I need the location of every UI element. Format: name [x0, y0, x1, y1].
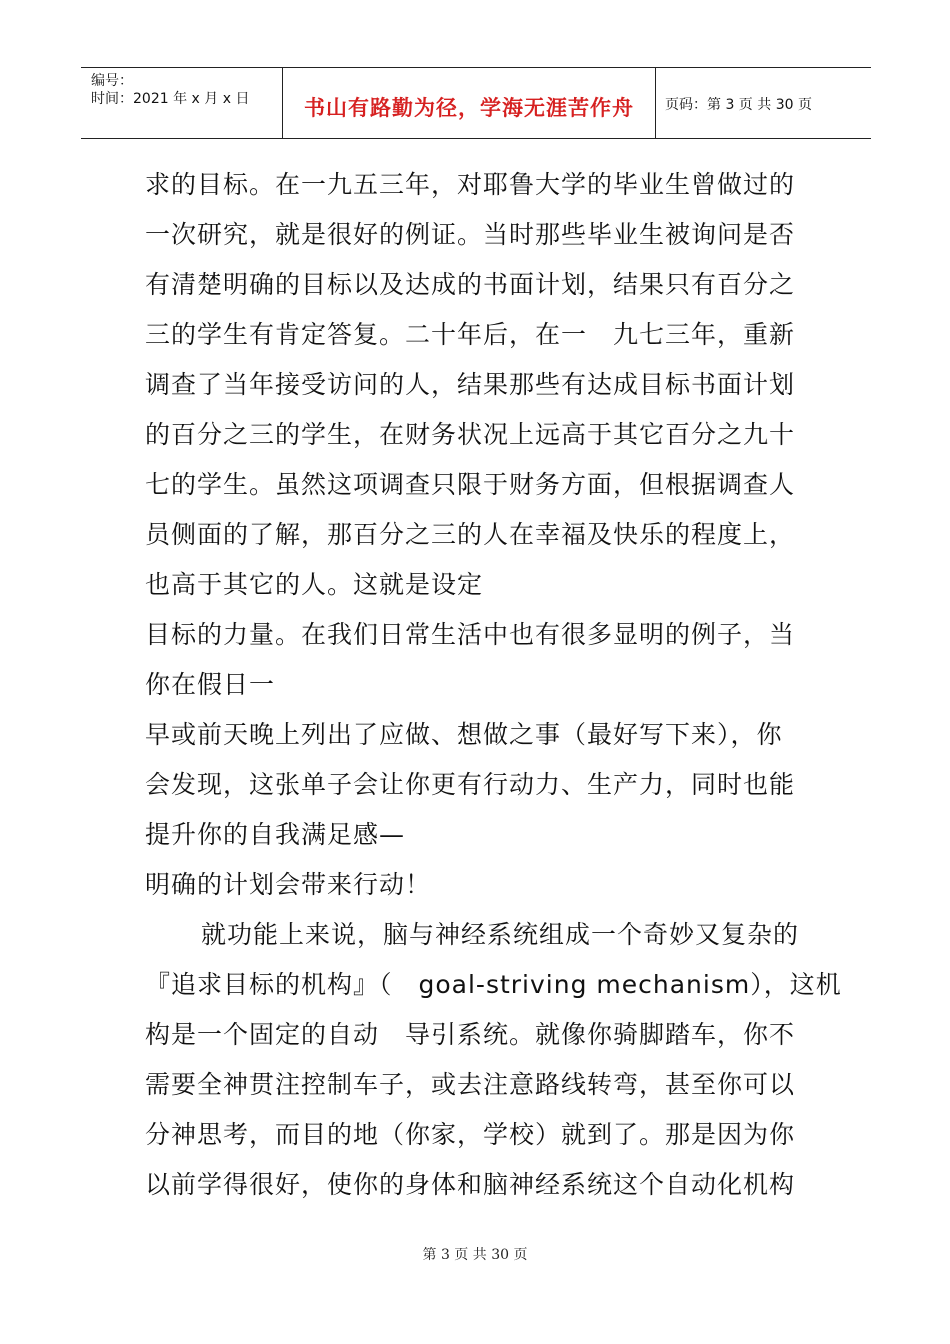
header-motto-cell	[283, 68, 656, 138]
text-line: 也高于其它的人。这就是设定	[145, 570, 484, 599]
time-label: 时间：2021 年 x 月 x 日	[91, 91, 250, 107]
text-line: 一次研究，就是很好的例证。当时那些毕业生被询问是否	[145, 220, 796, 249]
document-header	[81, 67, 871, 139]
text-line: 会发现，这张单子会让你更有行动力、生产力，同时也能	[145, 770, 796, 799]
header-meta-cell	[81, 68, 283, 138]
text-line: 的百分之三的学生，在财务状况上远高于其它百分之九十	[145, 420, 796, 449]
text-line: 目标的力量。在我们日常生活中也有很多显明的例子，当	[145, 620, 796, 649]
paragraph-start-line: 就功能上来说，脑与神经系统组成一个奇妙又复杂的	[201, 920, 800, 949]
text-line: 明确的计划会带来行动！	[145, 870, 432, 899]
text-line: 调查了当年接受访问的人，结果那些有达成目标书面计划	[145, 370, 796, 399]
text-line: 构是一个固定的自动 导引系统。就像你骑脚踏车，你不	[145, 1020, 796, 1049]
text-line: 求的目标。在一九五三年，对耶鲁大学的毕业生曾做过的	[145, 170, 796, 199]
number-label: 编号：	[91, 73, 133, 89]
text-line: 分神思考，而目的地（你家，学校）就到了。那是因为你	[145, 1120, 796, 1149]
page-info: 页码：第 3 页 共 30 页	[665, 97, 812, 113]
text-line: 有清楚明确的目标以及达成的书面计划，结果只有百分之	[145, 270, 796, 299]
text-line: 早或前天晚上列出了应做、想做之事（最好写下来），你	[145, 720, 783, 749]
text-line: 『追求目标的机构』（ goal-striving mechanism），这机	[145, 970, 842, 999]
text-line: 员侧面的了解，那百分之三的人在幸福及快乐的程度上，	[145, 520, 796, 549]
page-footer	[0, 1244, 950, 1264]
motto-text: 书山有路勤为径，学海无涯苦作舟	[304, 96, 634, 120]
text-line: 三的学生有肯定答复。二十年后，在一 九七三年，重新	[145, 320, 796, 349]
body-text	[145, 160, 842, 1210]
text-line: 提升你的自我满足感—	[145, 820, 406, 849]
text-line: 你在假日一	[145, 670, 276, 699]
header-page-cell	[656, 68, 871, 138]
footer-page-number: 第 3 页 共 30 页	[422, 1247, 528, 1263]
text-line: 七的学生。虽然这项调查只限于财务方面，但根据调查人	[145, 470, 796, 499]
text-line: 需要全神贯注控制车子，或去注意路线转弯，甚至你可以	[145, 1070, 796, 1099]
text-line: 以前学得很好，使你的身体和脑神经系统这个自动化机构	[145, 1170, 796, 1199]
